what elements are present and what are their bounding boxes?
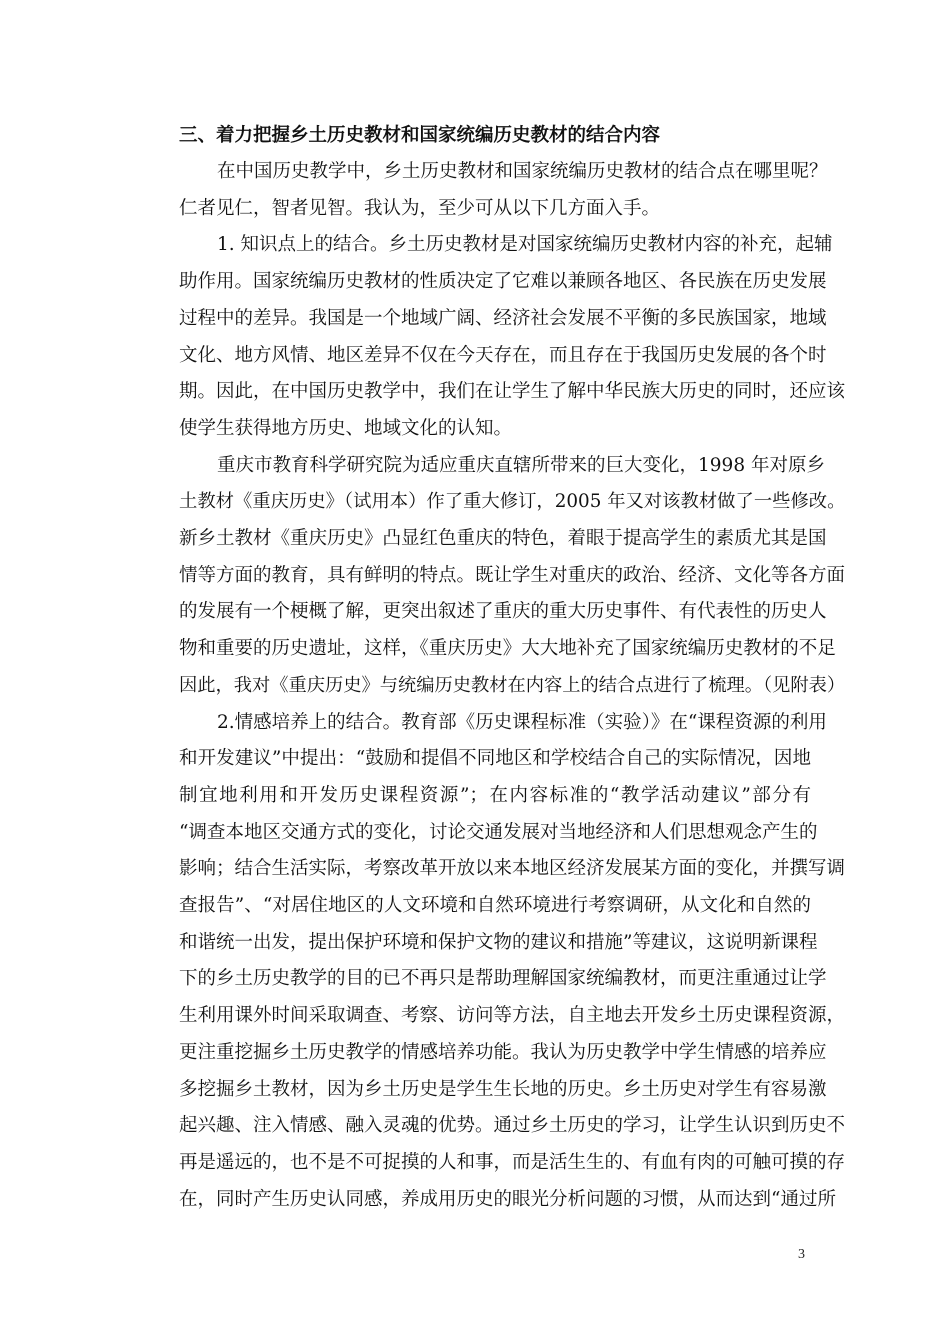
text-line: 影响；结合生活实际，考察改革开放以来本地区经济发展某方面的变化，并撰写调 [179, 858, 846, 880]
text-line: 使学生获得地方历史、地域文化的认知。 [179, 417, 513, 439]
text-line: 制宜地利用和开发历史课程资源”；在内容标准的“教学活动建议”部分有 [179, 784, 811, 806]
text-line: 在，同时产生历史认同感，养成用历史的眼光分析问题的习惯，从而达到“通过所 [179, 1188, 836, 1210]
text-line: 在中国历史教学中，乡土历史教材和国家统编历史教材的结合点在哪里呢？ [217, 161, 828, 182]
paragraph-emotional-cultivation [141, 705, 846, 1219]
text-line: 情等方面的教育，具有鲜明的特点。既让学生对重庆的政治、经济、文化等各方面 [179, 564, 846, 586]
text-line: 助作用。国家统编历史教材的性质决定了它难以兼顾各地区、各民族在历史发展 [179, 271, 827, 293]
text-line: 文化、地方风情、地区差异不仅在今天存在，而且存在于我国历史发展的各个时 [179, 344, 827, 366]
text-line: 生利用课外时间采取调查、考察、访问等方法，自主地去开发乡土历史课程资源， [179, 1005, 846, 1027]
paragraph-knowledge-points [141, 227, 846, 447]
text-line: 再是遥远的，也不是不可捉摸的人和事，而是活生生的、有血有肉的可触可摸的存 [179, 1151, 846, 1173]
text-line: 1. 知识点上的结合。乡土历史教材是对国家统编历史教材内容的补充，起辅 [217, 234, 833, 256]
page-number: 3 [798, 1247, 805, 1262]
text-line: 起兴趣、注入情感、融入灵魂的优势。通过乡土历史的学习，让学生认识到历史不 [179, 1115, 846, 1137]
text-line: 因此，我对《重庆历史》与统编历史教材在内容上的结合点进行了梳理。（见附表） [179, 674, 846, 696]
text-line: 期。因此，在中国历史教学中，我们在让学生了解中华民族大历史的同时，还应该 [179, 381, 846, 403]
text-line: 查报告”、“对居住地区的人文环境和自然环境进行考察调研，从文化和自然的 [179, 895, 811, 917]
paragraph-chongqing-textbook [141, 448, 846, 705]
document-body [141, 118, 846, 1218]
text-line: 重庆市教育科学研究院为适应重庆直辖所带来的巨大变化，1998 年对原乡 [217, 454, 825, 476]
text-line: 物和重要的历史遗址，这样，《重庆历史》大大地补充了国家统编历史教材的不足 [179, 638, 836, 660]
text-line: 仁者见仁，智者见智。我认为，至少可从以下几方面入手。 [179, 197, 661, 219]
text-line: “调查本地区交通方式的变化，讨论交通发展对当地经济和人们思想观念产生的 [179, 821, 818, 843]
paragraph-intro [141, 154, 828, 227]
text-line: 的发展有一个梗概了解，更突出叙述了重庆的重大历史事件、有代表性的历史人 [179, 601, 827, 623]
text-line: 土教材《重庆历史》（试用本）作了重大修订，2005 年又对该教材做了一些修改。 [179, 491, 846, 513]
text-line: 新乡土教材《重庆历史》凸显红色重庆的特色，着眼于提高学生的素质尤其是国 [179, 528, 827, 550]
text-line: 更注重挖掘乡土历史教学的情感培养功能。我认为历史教学中学生情感的培养应 [179, 1041, 827, 1063]
text-line: 和开发建议”中提出：“鼓励和提倡不同地区和学校结合自己的实际情况，因地 [179, 748, 811, 770]
text-line: 和谐统一出发，提出保护环境和保护文物的建议和措施”等建议，这说明新课程 [179, 931, 818, 953]
text-line: 过程中的差异。我国是一个地域广阔、经济社会发展不平衡的多民族国家，地域 [179, 307, 827, 329]
text-line: 下的乡土历史教学的目的已不再只是帮助理解国家统编教材，而更注重通过让学 [179, 968, 827, 990]
text-line: 多挖掘乡土教材，因为乡土历史是学生生长地的历史。乡土历史对学生有容易激 [179, 1078, 827, 1100]
text-line: 2.情感培养上的结合。教育部《历史课程标准（实验）》在“课程资源的利用 [217, 711, 827, 733]
section-heading: 三、着力把握乡土历史教材和国家统编历史教材的结合内容 [179, 125, 661, 146]
